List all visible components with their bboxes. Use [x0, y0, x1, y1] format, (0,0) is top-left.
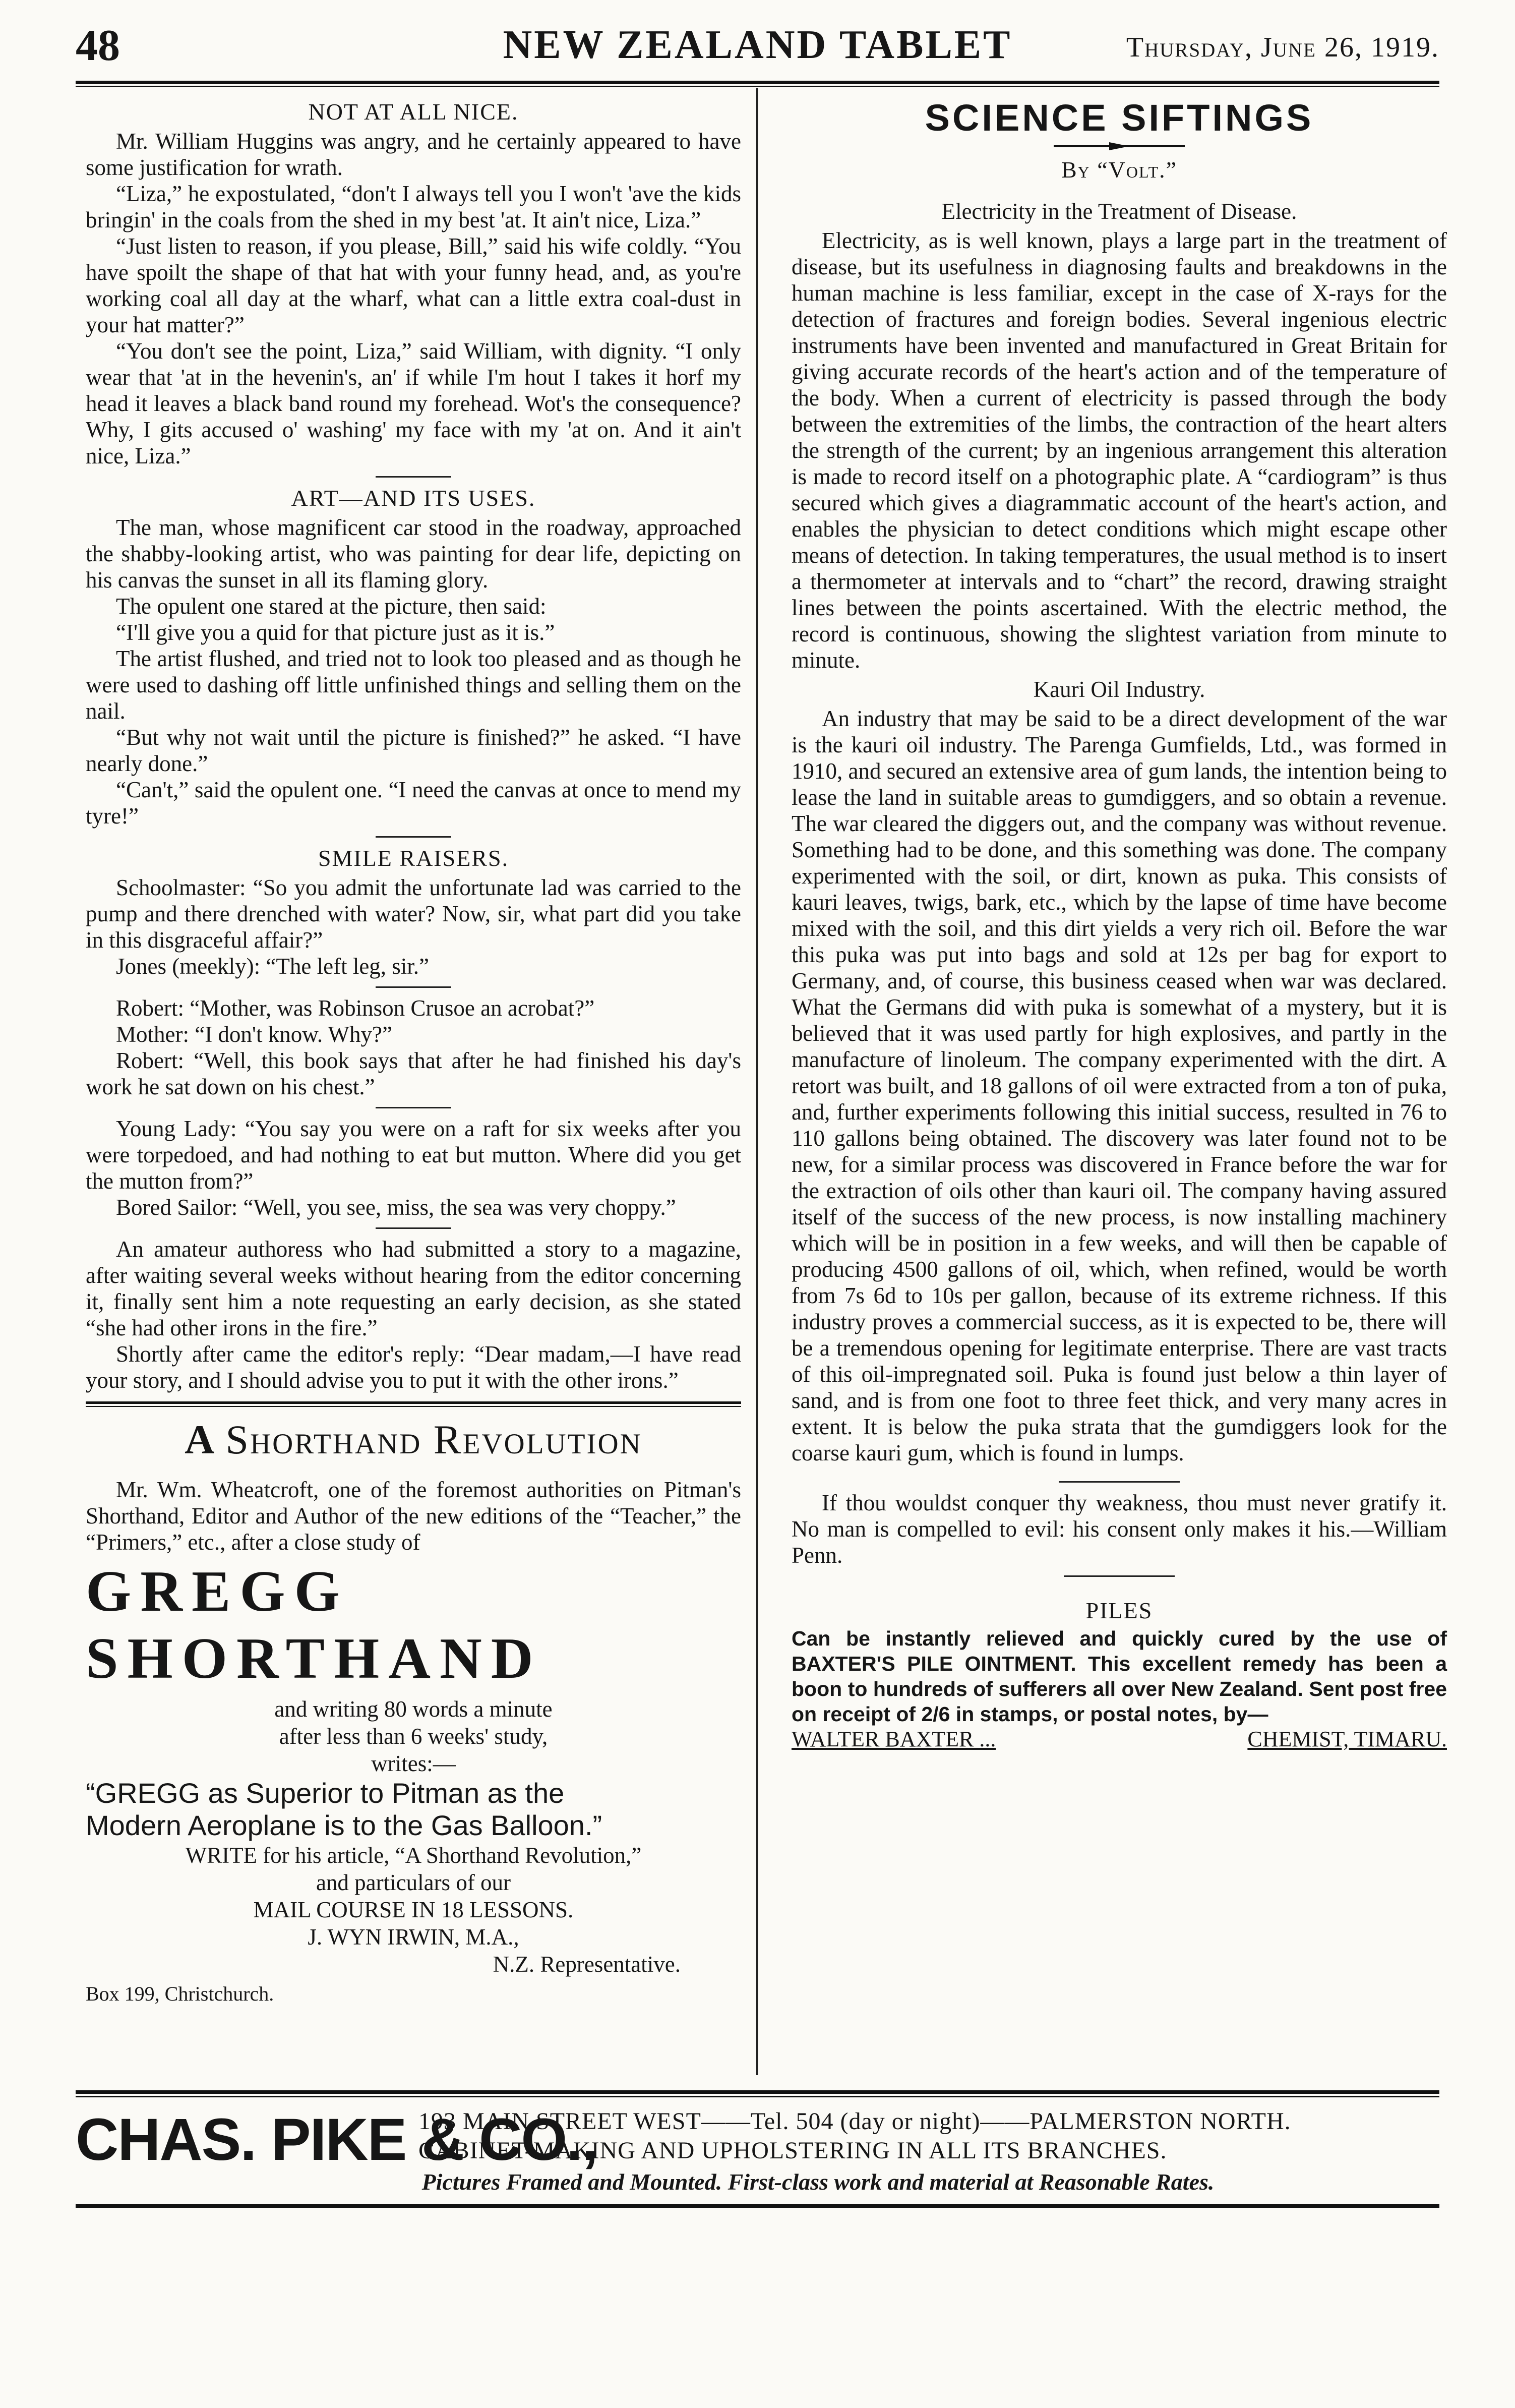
column-divider	[756, 88, 758, 2075]
article-title: NOT AT ALL NICE.	[308, 99, 519, 125]
advert-line: writes:—	[371, 1751, 456, 1776]
issue-date: Thursday, June 26, 1919.	[1126, 32, 1439, 63]
pike-address: 193 MAIN STREET WEST——Tel. 504 (day or night)——PALMERSTON NORTH.	[418, 2108, 1291, 2135]
penn-quote: If thou wouldst conquer thy weakness, thou must never gratify it. No man is compelled to evil: his consent only makes it his.—William Penn.	[792, 1490, 1447, 1568]
piles-body: Can be instantly relieved and quickly cured by the use of BAXTER'S PILE OINTMENT. This excellent remedy has been a boon to hundreds of sufferers all over New Zealand. Sent post free on receipt of 2/6 in stamps, or postal notes, by—	[792, 1627, 1447, 1726]
header-rule	[76, 81, 1439, 87]
advert-shorthand	[86, 1416, 741, 2006]
paragraph: An amateur authoress who had submitted a story to a magazine, after waiting several weeks without hearing from the editor concerning it, finally sent him a note requesting an early decision, as she stated “she had other irons in the fire.”	[86, 1237, 741, 1340]
paragraph: The artist flushed, and tried not to look too pleased and as though he were used to dashing off little unfinished things and selling them on the nail.	[86, 646, 741, 724]
pike-services: CABINET-MAKING AND UPHOLSTERING IN ALL ITS BRANCHES.	[418, 2137, 1167, 2164]
byline: By “Volt.”	[1061, 157, 1178, 183]
subheading: Kauri Oil Industry.	[1033, 677, 1205, 702]
paragraph: “Liza,” he expostulated, “don't I always tell you I won't 'ave the kids bringin' in the coals from the shed in my best 'at. It ain't nice, Liza.”	[86, 181, 741, 232]
paragraph: Robert: “Well, this book says that after he had finished his day's work he sat down on his chest.”	[86, 1048, 741, 1099]
advert-intro: Mr. Wm. Wheatcroft, one of the foremost authorities on Pitman's Shorthand, Editor and Author of the new editions of the “Teacher,” the “Primers,” etc., after a close study of	[86, 1477, 741, 1555]
paragraph: “Just listen to reason, if you please, Bill,” said his wife coldly. “You have spoilt the shape of that hat with your funny head, and, as you're working coal all day at the wharf, what can a little extra coal-dust in your hat matter?”	[86, 233, 741, 337]
masthead: NEW ZEALAND TABLET	[503, 23, 1012, 67]
ornament-arrow-icon	[1054, 141, 1185, 151]
paragraph: “Can't,” said the opulent one. “I need the canvas at once to mend my tyre!”	[86, 777, 741, 829]
advert-line: N.Z. Representative.	[493, 1952, 681, 1977]
pike-firm-name: CHAS. PIKE & CO.,	[76, 2106, 597, 2173]
left-column	[86, 93, 741, 2006]
article-title: ART—AND ITS USES.	[291, 485, 536, 511]
piles-signature	[792, 1727, 1447, 1752]
paragraph: Robert: “Mother, was Robinson Crusoe an acrobat?”	[116, 995, 595, 1021]
gregg-shorthand-heading: GREGG SHORTHAND	[86, 1559, 542, 1691]
science-siftings-title: SCIENCE SIFTINGS	[925, 97, 1314, 139]
advert-quote-line: “GREGG as Superior to Pitman as the	[86, 1777, 565, 1809]
page-number: 48	[76, 21, 120, 70]
advert-quote-line: Modern Aeroplane is to the Gas Balloon.”	[86, 1809, 602, 1841]
footer-rule	[76, 2090, 1439, 2097]
advert-line: WRITE for his article, “A Shorthand Revolution,”	[185, 1843, 642, 1868]
paragraph: Young Lady: “You say you were on a raft for six weeks after you were torpedoed, and had nothing to eat but mutton. Where did you get the mutton from?”	[86, 1116, 741, 1194]
paragraph: Mother: “I don't know. Why?”	[116, 1022, 392, 1047]
advert-line: MAIL COURSE IN 18 LESSONS.	[253, 1897, 574, 1922]
paragraph: Shortly after came the editor's reply: “Dear madam,—I have read your story, and I should advise you to put it with the other irons.”	[86, 1341, 741, 1393]
separator	[1059, 1481, 1180, 1483]
advert-title	[86, 1416, 741, 1463]
paragraph: “I'll give you a quid for that picture just as it is.”	[116, 620, 555, 645]
advert-piles	[792, 1597, 1447, 1752]
piles-signature-name: WALTER BAXTER ...	[792, 1727, 996, 1751]
pike-tagline: Pictures Framed and Mounted. First-class work and material at Reasonable Rates.	[421, 2169, 1215, 2195]
right-column	[792, 93, 1447, 1752]
footer-bar	[76, 2204, 1439, 2208]
separator	[1064, 1575, 1175, 1577]
separator	[376, 1107, 451, 1108]
advert-rule	[86, 1401, 741, 1407]
advert-title-b: Shorthand Revolution	[225, 1417, 642, 1462]
advert-title-a: A	[185, 1417, 226, 1462]
paragraph: “But why not wait until the picture is finished?” he asked. “I have nearly done.”	[86, 725, 741, 776]
paragraph: “You don't see the point, Liza,” said William, with dignity. “I only wear that 'at in the hevenin's, an' if while I'm hout I takes it horf my head it leaves a black band round my forehead. Wot's the consequence? Why, I gits accused o' washing' my face with my 'at on. And it ain't nice, Liza.”	[86, 338, 741, 468]
subheading: Electricity in the Treatment of Disease.	[941, 199, 1297, 224]
paragraph: Schoolmaster: “So you admit the unfortunate lad was carried to the pump and there drenched with water? Now, sir, what part did you take in this disgraceful affair?”	[86, 875, 741, 953]
separator	[376, 476, 451, 478]
paragraph: Jones (meekly): “The left leg, sir.”	[116, 954, 430, 979]
advert-line: and writing 80 words a minute	[274, 1696, 553, 1722]
page-header	[76, 20, 1439, 76]
paragraph: Bored Sailor: “Well, you see, miss, the sea was very choppy.”	[116, 1195, 676, 1220]
advert-line: after less than 6 weeks' study,	[279, 1724, 548, 1749]
advert-line: and particulars of our	[316, 1870, 511, 1895]
article-art-and-its-uses	[86, 485, 741, 829]
pike-details	[418, 2107, 1439, 2165]
article-smile-raisers	[86, 845, 741, 1393]
separator	[376, 1227, 451, 1229]
piles-signature-place: CHEMIST, TIMARU.	[1247, 1727, 1447, 1751]
separator	[376, 986, 451, 988]
paragraph: Electricity, as is well known, plays a large part in the treatment of disease, but its usefulness in diagnosing faults and breakdowns in the human machine is less familiar, except in the case of X-rays for the detection of fractures and foreign bodies. Several ingenious electric instruments have been invented and manufactured in Great Britain for giving accurate records of the heart's action and of the temperature of the body. When a current of electricity is passed through the body between the extremities of the limbs, the contraction of the heart alters the strength of the current; by an ingenious arrangement this alteration is made to record itself on a photographic plate. A “cardiogram” is thus secured which gives a diagrammatic account of the heart's action, and enables the physician to detect conditions which might escape other means of detection. In taking temperatures, the usual method is to insert a thermometer at intervals and to “chart” the record, drawing straight lines between the points ascertained. With the electric method, the record is continuous, showing the slightest variation from minute to minute.	[792, 228, 1447, 673]
piles-title: PILES	[1085, 1598, 1153, 1623]
paragraph: Mr. William Huggins was angry, and he certainly appeared to have some justification for wrath.	[86, 129, 741, 180]
paragraph: The man, whose magnificent car stood in the roadway, approached the shabby-looking artist, who was painting for dear life, depicting on his canvas the sunset in all its flaming glory.	[86, 515, 741, 593]
article-title: SMILE RAISERS.	[318, 845, 509, 871]
paragraph: The opulent one stared at the picture, then said:	[116, 594, 547, 619]
article-not-at-all-nice	[86, 98, 741, 469]
advert-line: J. WYN IRWIN, M.A.,	[308, 1924, 519, 1950]
paragraph: An industry that may be said to be a direct development of the war is the kauri oil industry. The Parenga Gumfields, Ltd., was formed in 1910, and secured an extensive area of gum lands, the intention being to lease the land in suitable areas to gumdiggers, and so obtain a revenue. The war cleared the diggers out, and the company was without revenue. Something had to be done, and this something was done. The company experimented with the soil, or dirt, known as puka. This consists of kauri leaves, twigs, bark, etc., which by the lapse of time have become mixed with the soil, and this dirt yields a very rich oil. Before the war this puka was put into bags and sold at 12s per bag for export to Germany, and, of course, this business ceased when war was declared. What the Germans did with puka is somewhat of a mystery, but it is believed that it was used partly for high explosives, and partly in the manufacture of linoleum. The company experimented with the dirt. A retort was built, and 18 gallons of oil were extracted from a ton of puka, and, further experiments following this initial success, resulted in 76 to 110 gallons being obtained. The discovery was later found not to be new, for a similar process was discovered in France before the war for the extraction of oils other than kauri oil. The company having assured itself of the success of the new process, is now installing machinery which will be in position in a few weeks, and will then be capable of producing 4500 gallons of oil, which, when refined, would be worth from 7s 6d to 10s per gallon, because of its extreme richness. If this industry proves a commercial success, as it is expected to be, there will be a tremendous opening for legitimate enterprise. There are vast tracts of this oil-impregnated soil. Puka is found just below a thin layer of sand, and is from one foot to three feet thick, and very many acres in extent. It is below the puka strata that the gumdiggers look for the coarse kauri gum, which is found in lumps.	[792, 706, 1447, 1465]
advert-box-address: Box 199, Christchurch.	[86, 1982, 274, 2005]
separator	[376, 836, 451, 838]
